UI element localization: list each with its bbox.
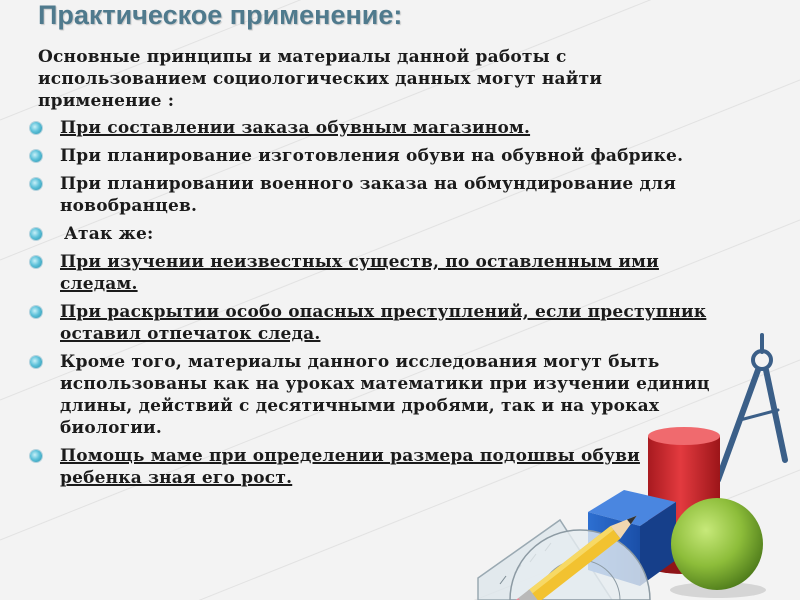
slide-title: Практическое применение: [38, 0, 403, 30]
list-item [38, 301, 728, 345]
list-item-text: При составлении заказа обувным магазином. [60, 118, 531, 138]
list-item [38, 223, 728, 245]
list-item [38, 173, 728, 217]
bullet-icon [30, 356, 42, 368]
list-item-text: Атак же: [64, 224, 154, 244]
intro-paragraph: Основные принципы и материалы данной работы с использованием социологических данных могут найти применение : [38, 47, 603, 111]
list-item-text: При планировании военного заказа на обмундирование для новобранцев. [60, 174, 677, 216]
list-item [38, 351, 728, 439]
slide-content [38, 46, 728, 495]
bullet-icon [30, 450, 42, 462]
bullet-icon [30, 122, 42, 134]
list-item-text: Помощь маме при определении размера подошвы обуви ребенка зная его рост. [60, 446, 640, 488]
bullet-icon [30, 228, 42, 240]
list-item-text: При планирование изготовления обуви на обувной фабрике. [60, 146, 684, 166]
list-item [38, 251, 728, 295]
list-item-text: При изучении неизвестных существ, по оставленным ими следам. [60, 252, 659, 294]
bullet-list [38, 117, 728, 489]
list-item-text: При раскрытии особо опасных преступлений, если преступник оставил отпечаток следа. [60, 302, 707, 344]
bullet-icon [30, 306, 42, 318]
bullet-icon [30, 178, 42, 190]
bullet-icon [30, 150, 42, 162]
list-item [38, 145, 728, 167]
list-item-text: Кроме того, материалы данного исследования могут быть использованы как на уроках математики при изучении единиц длины, действий с десятичными дробями, так и на уроках биологии. [60, 352, 710, 438]
list-item [38, 117, 728, 139]
list-item [38, 445, 728, 489]
bullet-icon [30, 256, 42, 268]
